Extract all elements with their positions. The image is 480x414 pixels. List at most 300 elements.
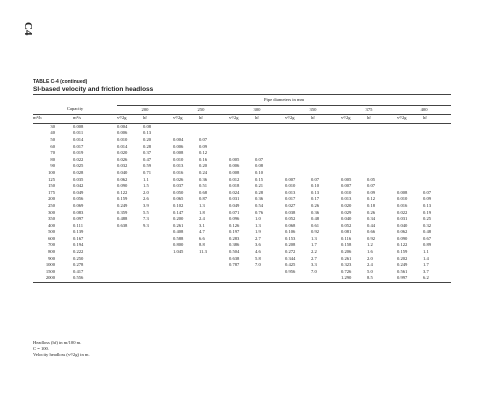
table-cell: 0.122 (117, 189, 128, 195)
table-row (33, 163, 451, 170)
table-cell: 0.249 (397, 262, 408, 268)
table-row (33, 210, 451, 217)
table-cell: 0.147 (173, 209, 184, 215)
table-cell: 0.167 (73, 235, 84, 241)
table-cell: 0.197 (229, 229, 240, 235)
table-cell: 0.014 (117, 143, 128, 149)
table-cell: 0.67 (423, 235, 432, 241)
table-cell: 0.997 (397, 275, 423, 282)
table-cell: 0.012 (229, 176, 240, 182)
table-cell (397, 170, 423, 177)
table-cell: 3.6 (255, 242, 261, 248)
table-cell: 0.031 (229, 196, 240, 202)
table-row (33, 275, 451, 282)
table-cell: 0.028 (73, 169, 84, 175)
table-cell: 0.010 (285, 183, 296, 189)
table-cell: 0.010 (397, 196, 408, 202)
table-cell: 0.18 (367, 202, 376, 208)
table-cell: 0.008 (173, 150, 184, 156)
table-cell: 0.004 (173, 136, 184, 142)
table-cell: 0.016 (397, 202, 408, 208)
table-cell: 3.9 (143, 202, 149, 208)
table-cell: 0.013 (285, 189, 296, 195)
table-cell: 0.32 (423, 222, 432, 228)
table-cell: 0.040 (341, 216, 352, 222)
table-body (33, 123, 451, 282)
table-cell (367, 144, 397, 151)
table-cell: 0.61 (311, 222, 320, 228)
table-cell: 0.005 (341, 176, 352, 182)
note-headloss: Headloss (hf) in m/100 m. (33, 340, 82, 345)
table-row (33, 144, 451, 151)
table-cell: 50 (50, 136, 55, 142)
table-cell (143, 249, 173, 256)
table-cell: 0.359 (117, 209, 128, 215)
table-row (33, 262, 451, 269)
table-cell: 0.787 (229, 262, 240, 268)
table-cell (143, 236, 173, 243)
table-cell: 0.052 (285, 216, 296, 222)
table-cell: 1.3 (311, 235, 317, 241)
table-cell: 0.111 (73, 222, 83, 228)
table-cell: 0.029 (341, 209, 352, 215)
table-cell (199, 269, 229, 276)
table-cell (367, 163, 397, 170)
table-cell: 500 (48, 229, 55, 235)
table-cell: 0.20 (199, 163, 208, 169)
col-header-headloss: hf (423, 115, 451, 124)
table-cell (229, 137, 255, 144)
table-cell: 0.10 (255, 169, 264, 175)
table-cell: 0.010 (117, 136, 128, 142)
table-cell: 0.08 (255, 163, 264, 169)
table-row (33, 223, 451, 230)
col-header-velocity-head: v²/2g (117, 115, 143, 124)
group-header-375: 375 (365, 106, 373, 112)
table-cell: 0.408 (173, 229, 184, 235)
group-header-300: 300 (253, 106, 261, 112)
table-cell: 0.250 (73, 255, 84, 261)
table-cell (311, 130, 341, 137)
table-cell: 0.08 (143, 123, 152, 129)
table-cell: 0.28 (255, 189, 264, 195)
table-cell: 0.071 (229, 209, 240, 215)
group-header-350: 350 (309, 106, 317, 112)
table-cell: 1.1 (423, 249, 429, 255)
table-cell: 0.07 (255, 156, 264, 162)
table-cell (173, 256, 199, 263)
table-cell (311, 170, 341, 177)
table-cell: 0.68 (199, 189, 208, 195)
table-cell: 0.022 (73, 156, 84, 162)
table-cell: 0.24 (199, 169, 208, 175)
table-cell: 70 (50, 150, 55, 156)
table-cell: 0.54 (255, 202, 264, 208)
table-cell: 1.2 (367, 242, 373, 248)
table-cell: 0.194 (73, 242, 84, 248)
table-cell: 0.007 (285, 176, 296, 182)
table-cell: 0.014 (73, 136, 84, 142)
table-cell (229, 269, 255, 276)
table-cell: 0.096 (229, 216, 240, 222)
table-cell: 0.726 (341, 268, 352, 274)
table-cell (173, 130, 199, 137)
table-row (33, 229, 451, 236)
table-cell: 3.3 (311, 262, 317, 268)
table-cell (423, 144, 451, 151)
table-cell (341, 150, 367, 157)
table-cell: 0.417 (73, 268, 84, 274)
table-cell (367, 123, 397, 130)
table-cell: 0.37 (143, 150, 152, 156)
group-header-200: 200 (141, 106, 149, 112)
table-cell: 6.2 (423, 275, 451, 282)
table-cell: 6.6 (199, 235, 205, 241)
table-cell (423, 150, 451, 157)
table-cell: 0.425 (285, 262, 296, 268)
table-cell: 0.249 (117, 202, 128, 208)
table-cell (143, 242, 173, 249)
table-cell: 350 (48, 216, 55, 222)
table-cell: 0.36 (255, 196, 264, 202)
table-row (33, 123, 451, 130)
table-cell: 0.283 (229, 235, 240, 241)
table-cell: 3.7 (423, 268, 429, 274)
table-cell: 0.010 (173, 156, 184, 162)
table-cell: 0.261 (173, 222, 184, 228)
table-cell (199, 256, 229, 263)
table-row (33, 196, 451, 203)
table-row (33, 190, 451, 197)
table-cell: 0.025 (73, 163, 84, 169)
table-cell: 0.024 (229, 189, 240, 195)
table-cell: 0.102 (173, 202, 184, 208)
table-cell (423, 170, 451, 177)
table-cell: 0.87 (199, 196, 208, 202)
table-cell (397, 123, 423, 130)
table-cell: 600 (48, 235, 55, 241)
table-cell: 0.92 (311, 229, 320, 235)
table-cell (143, 256, 173, 263)
table-cell: 1.3 (255, 222, 261, 228)
table-cell: 0.561 (397, 268, 408, 274)
table-row (33, 269, 451, 276)
table-cell: 0.222 (73, 249, 84, 255)
table-cell: 0.040 (117, 169, 128, 175)
table-cell (255, 150, 285, 157)
table-cell: 0.956 (285, 268, 296, 274)
table-cell: 0.09 (423, 196, 432, 202)
table-cell: 0.20 (143, 136, 152, 142)
table-cell: 1.7 (423, 262, 429, 268)
table-cell (229, 130, 255, 137)
table-cell (255, 123, 285, 130)
table-cell (285, 144, 311, 151)
table-cell (423, 130, 451, 137)
table-cell: 2.7 (255, 235, 261, 241)
table-cell: 0.068 (285, 222, 296, 228)
table-cell: 0.122 (397, 242, 408, 248)
table-cell: 0.44 (367, 222, 376, 228)
table-cell (199, 275, 229, 282)
table-cell: 0.016 (173, 169, 184, 175)
table-cell: 0.022 (397, 209, 408, 215)
table-cell: 0.005 (229, 156, 240, 162)
table-cell: 0.026 (173, 176, 184, 182)
table-cell: 0.158 (341, 242, 352, 248)
table-cell: 0.278 (73, 262, 84, 268)
table-cell (397, 177, 423, 184)
table-cell: 0.386 (229, 242, 240, 248)
table-cell: 0.34 (367, 216, 376, 222)
table-cell (397, 157, 423, 164)
table-cell: 0.062 (117, 176, 128, 182)
table-cell (311, 137, 341, 144)
group-header-400: 400 (420, 106, 428, 112)
table-cell: 0.049 (73, 189, 84, 195)
table-cell: 7.3 (143, 216, 149, 222)
table-row (33, 183, 451, 190)
table-cell: 0.027 (285, 202, 296, 208)
table-cell: 0.018 (229, 183, 240, 189)
table-cell: 0.052 (341, 222, 352, 228)
table-cell: 125 (48, 176, 55, 182)
table-caption (33, 79, 153, 93)
table-cell (199, 262, 229, 269)
table-cell: 0.013 (341, 196, 352, 202)
table-cell: 0.031 (397, 216, 408, 222)
table-cell (117, 256, 143, 263)
table-cell: 1500 (45, 268, 55, 274)
table-cell: 1.9 (255, 229, 261, 235)
table-cell (117, 269, 143, 276)
table-cell: 1.5 (143, 183, 149, 189)
table-cell: 1.1 (143, 176, 149, 182)
table-cell (285, 157, 311, 164)
table-cell: 200 (48, 196, 55, 202)
table-cell: 0.15 (255, 176, 264, 182)
table-cell: 0.12 (367, 196, 376, 202)
pipe-diameters-header: Pipe diameters in mm (117, 95, 451, 104)
table-cell: 0.19 (423, 209, 432, 215)
table-cell (311, 163, 341, 170)
col-header-headloss: hf (199, 115, 229, 124)
table-row (33, 242, 451, 249)
table-cell: 0.042 (73, 183, 84, 189)
table-cell: 30 (50, 123, 55, 129)
table-cell: 0.008 (229, 169, 240, 175)
table-cell: 1.6 (367, 249, 373, 255)
table-cell (199, 123, 229, 130)
table-cell: 0.488 (117, 216, 128, 222)
table-cell (367, 137, 397, 144)
table-cell: 0.71 (143, 169, 152, 175)
table-cell: 2.0 (143, 189, 149, 195)
table-cell: 0.07 (199, 136, 208, 142)
capacity-header: Capacity (66, 106, 84, 112)
table-cell: 0.638 (117, 222, 128, 228)
table-cell (173, 275, 199, 282)
table-cell: 0.065 (173, 196, 184, 202)
table-row (33, 249, 451, 256)
table-cell (423, 123, 451, 130)
col-header-velocity-head: v²/2g (341, 115, 367, 124)
table-cell (311, 144, 341, 151)
table-cell: 5.8 (255, 255, 261, 261)
table-cell: 0.035 (73, 176, 84, 182)
table-cell: 0.504 (229, 249, 240, 255)
table-row (33, 203, 451, 210)
table-cell: 0.208 (285, 242, 296, 248)
table-cell: 0.26 (367, 209, 376, 215)
table-cell: 2000 (33, 275, 73, 282)
table-cell: 1.3 (199, 202, 205, 208)
table-cell: 0.21 (255, 183, 264, 189)
table-cell (397, 130, 423, 137)
table-cell: 8.5 (367, 275, 397, 282)
table-cell: 0.59 (143, 163, 152, 169)
table-cell: 0.10 (311, 183, 320, 189)
table-cell: 0.011 (73, 130, 84, 136)
table-cell: 0.25 (423, 216, 432, 222)
table-cell: 0.07 (423, 189, 432, 195)
table-cell (229, 144, 255, 151)
table-cell: 0.090 (117, 183, 128, 189)
col-header-velocity-head: v²/2g (397, 115, 423, 124)
table-cell (255, 130, 285, 137)
table-cell: 0.069 (73, 202, 84, 208)
table-cell: 0.097 (73, 216, 84, 222)
table-cell: 0.556 (73, 275, 117, 282)
table-cell: 700 (48, 242, 55, 248)
table-cell (199, 130, 229, 137)
table-cell (143, 275, 173, 282)
table-cell (423, 157, 451, 164)
col-header-velocity-head: v²/2g (285, 115, 311, 124)
table-cell: 2.4 (367, 262, 373, 268)
group-header-250: 250 (197, 106, 205, 112)
table-cell: 0.588 (173, 235, 184, 241)
col-header-velocity-head: v²/2g (173, 115, 199, 124)
table-cell: 0.038 (285, 209, 296, 215)
table-cell: 0.010 (341, 189, 352, 195)
table-cell: 0.017 (285, 196, 296, 202)
table-cell: 0.081 (341, 229, 352, 235)
table-cell (423, 163, 451, 170)
table-cell (117, 249, 143, 256)
table-cell: 1.7 (311, 242, 317, 248)
table-cell (341, 163, 367, 170)
table-cell: 0.037 (173, 183, 184, 189)
table-cell: 0.344 (285, 255, 296, 261)
table-cell: 0.090 (397, 235, 408, 241)
col-header-headloss: hf (311, 115, 341, 124)
page-number: C4 (22, 22, 34, 36)
table-cell: 0.026 (117, 156, 128, 162)
table-cell: 4.7 (199, 229, 205, 235)
table-cell: 40 (50, 130, 55, 136)
table-cell (311, 123, 341, 130)
table-cell: 2.4 (199, 216, 205, 222)
table-cell (341, 130, 367, 137)
table-cell: 0.36 (311, 209, 320, 215)
table-cell (285, 150, 311, 157)
table-cell (285, 170, 311, 177)
table-cell: 0.049 (229, 202, 240, 208)
table-cell (117, 275, 143, 282)
table-cell (285, 137, 311, 144)
table-cell: 60 (50, 143, 55, 149)
table-cell (117, 242, 143, 249)
table-cell: 300 (48, 209, 55, 215)
table-cell: 1.0 (255, 216, 261, 222)
table-cell: 8.8 (199, 242, 205, 248)
col-header-m3h: m³/h (33, 115, 73, 124)
table-cell: 0.106 (285, 229, 296, 235)
table-cell: 2.0 (367, 255, 373, 261)
table-cell: 0.050 (173, 189, 184, 195)
table-cell: 0.083 (73, 209, 84, 215)
table-cell: 0.05 (367, 176, 376, 182)
table-row (33, 157, 451, 164)
table-cell: 175 (48, 189, 55, 195)
col-header-headloss: hf (255, 115, 285, 124)
table-cell: 0.056 (73, 196, 84, 202)
table-cell: 0.17 (311, 196, 320, 202)
table-cell: 0.006 (229, 163, 240, 169)
table-cell (341, 157, 367, 164)
table-cell (255, 275, 285, 282)
table-cell (255, 144, 285, 151)
table-cell (423, 183, 451, 190)
table-cell (285, 163, 311, 170)
table-cell: 5.0 (367, 268, 373, 274)
table-cell (367, 170, 397, 177)
table-cell (255, 137, 285, 144)
table-cell: 7.0 (311, 268, 317, 274)
table-cell: 11.3 (199, 249, 207, 255)
table-cell: 0.153 (285, 235, 296, 241)
table-cell: 80 (50, 156, 55, 162)
table-cell: 2.6 (143, 196, 149, 202)
col-header-headloss: hf (367, 115, 397, 124)
table-cell (285, 275, 311, 282)
table-cell: 0.800 (173, 242, 184, 248)
table-cell: 0.139 (73, 229, 84, 235)
table-cell: 1.045 (173, 249, 184, 255)
table-cell: 0.48 (423, 229, 432, 235)
table-cell (367, 150, 397, 157)
table-cell (143, 229, 173, 236)
table-cell (341, 123, 367, 130)
note-coefficient: C = 100. (33, 346, 49, 352)
table-cell (367, 157, 397, 164)
table-cell: 0.004 (117, 123, 128, 129)
table-cell (397, 150, 423, 157)
table-row (33, 130, 451, 137)
table-cell: 0.206 (341, 249, 352, 255)
table-cell: 7.0 (255, 262, 261, 268)
col-header-velocity-head: v²/2g (229, 115, 255, 124)
table-cell: 0.159 (397, 249, 408, 255)
table-cell: 0.200 (173, 216, 184, 222)
table-cell (397, 163, 423, 170)
table-cell (397, 144, 423, 151)
table-cell: 0.48 (311, 216, 320, 222)
table-row (33, 170, 451, 177)
table-cell: 5.5 (143, 209, 149, 215)
table-cell (397, 137, 423, 144)
